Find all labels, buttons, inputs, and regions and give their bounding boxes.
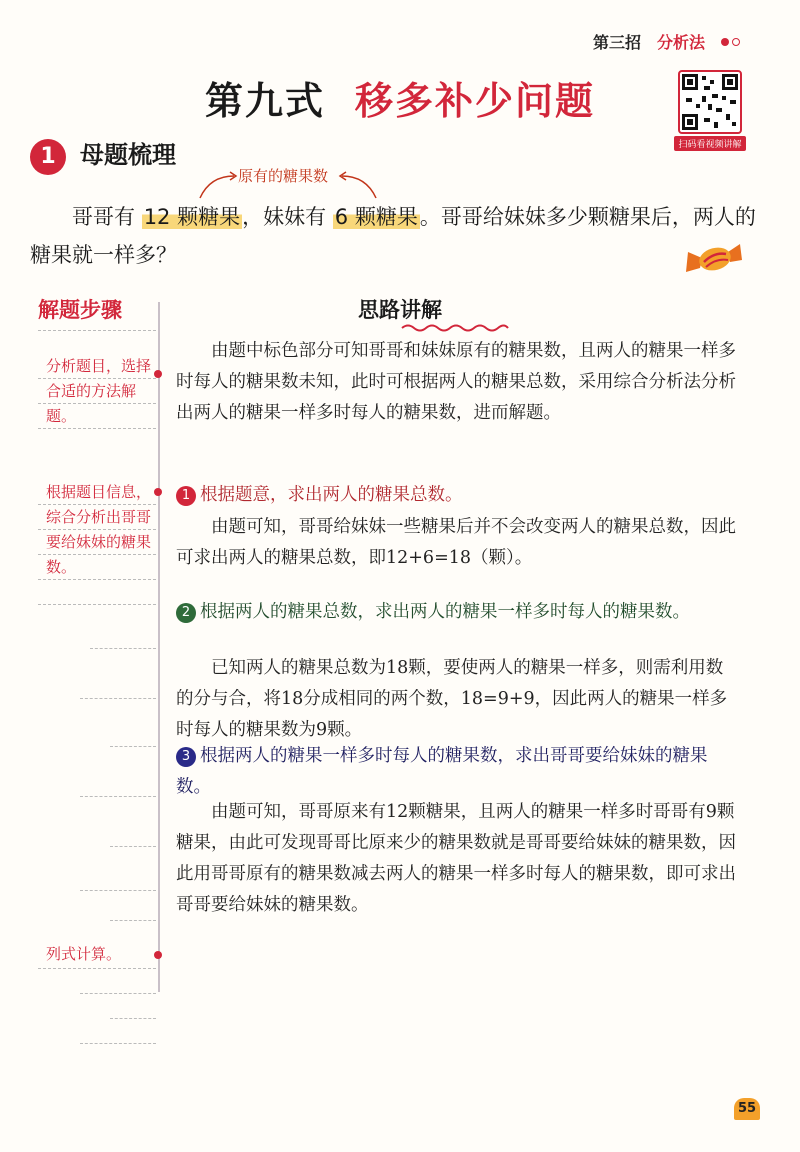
section-number-badge: 1 xyxy=(30,139,66,175)
divider xyxy=(80,993,156,994)
problem-statement xyxy=(30,198,770,274)
candy-icon xyxy=(684,238,744,280)
sidebar-title: 解题步骤 xyxy=(38,298,122,322)
divider xyxy=(38,968,156,969)
title-part1: 第九式 xyxy=(204,79,325,123)
sidebar-step-3: 列式计算。 xyxy=(46,945,122,963)
divider xyxy=(38,529,156,530)
divider xyxy=(38,378,156,379)
section-title: 母题梳理 xyxy=(80,141,176,169)
sidebar-divider xyxy=(158,302,160,992)
qr-code-icon[interactable] xyxy=(678,70,742,134)
highlight-brother-candy: 12 颗糖果 xyxy=(143,205,241,229)
sidebar-step-1: 分析题目，选择合适的方法解题。 xyxy=(46,357,152,425)
divider xyxy=(110,1018,156,1019)
wavy-underline-icon xyxy=(400,323,510,333)
divider xyxy=(38,330,156,331)
divider xyxy=(80,1043,156,1044)
chapter-header xyxy=(593,30,740,53)
divider xyxy=(80,890,156,891)
step-2-body: 已知两人的糖果总数为18颗，要使两人的糖果一样多，则需利用数的分与合，将18分成相同的两个数，18=9+9，因此两人的糖果一样多时每人的糖果数为9颗。 xyxy=(176,658,728,740)
problem-seg3: 。哥哥给妹妹多少颗糖果后，两人的糖果就一样多？ xyxy=(30,205,756,267)
divider xyxy=(38,579,156,580)
chapter-label: 第三招 xyxy=(592,33,641,52)
step-3-body: 由题可知，哥哥原来有12颗糖果，且两人的糖果一样多时哥哥有9颗糖果，由此可发现哥哥比原来少的糖果数就是哥哥要给妹妹的糖果数，因此用哥哥原有的糖果数减去两人的糖果一样多时每人的糖果数，即可求出哥哥要给妹妹的糖果数。 xyxy=(176,802,736,915)
step-marker xyxy=(154,951,162,959)
method-label: 分析法 xyxy=(656,33,705,52)
step-marker xyxy=(154,488,162,496)
divider xyxy=(80,796,156,797)
intro-paragraph: 由题中标色部分可知哥哥和妹妹原有的糖果数，且两人的糖果一样多时每人的糖果数未知，此时可根据两人的糖果总数，采用综合分析法分析出两人的糖果一样多时每人的糖果数，进而解题。 xyxy=(176,341,736,423)
step-2-badge: 2 xyxy=(176,603,196,623)
qr-caption: 扫码看视频讲解 xyxy=(674,136,746,151)
divider xyxy=(80,698,156,699)
step-1-body: 由题可知，哥哥给妹妹一些糖果后并不会改变两人的糖果总数，因此可求出两人的糖果总数，即12+6=18（颗）。 xyxy=(176,517,736,568)
divider xyxy=(38,428,156,429)
step-1-heading xyxy=(176,480,738,511)
divider xyxy=(110,746,156,747)
divider xyxy=(38,604,156,605)
divider xyxy=(90,648,156,649)
step-2-heading xyxy=(176,597,738,628)
annotation-label: 原有的糖果数 xyxy=(238,167,329,185)
title-part2: 移多补少问题 xyxy=(355,79,596,123)
step-1-heading-text: 根据题意，求出两人的糖果总数。 xyxy=(200,485,463,505)
sidebar-step-2: 根据题目信息，综合分析出哥哥要给妹妹的糖果数。 xyxy=(46,483,152,576)
divider xyxy=(38,403,156,404)
problem-seg2: ，妹妹有 xyxy=(242,205,333,229)
step-1-badge: 1 xyxy=(176,486,196,506)
divider xyxy=(110,920,156,921)
step-3-heading-text: 根据两人的糖果一样多时每人的糖果数，求出哥哥要给妹妹的糖果数。 xyxy=(176,746,708,797)
divider xyxy=(38,554,156,555)
divider xyxy=(110,846,156,847)
step-marker xyxy=(154,370,162,378)
problem-seg1: 哥哥有 xyxy=(72,205,142,229)
highlight-sister-candy: 6 颗糖果 xyxy=(334,205,418,229)
divider xyxy=(38,504,156,505)
main-title: 思路讲解 xyxy=(358,298,442,322)
step-2-heading-text: 根据两人的糖果总数，求出两人的糖果一样多时每人的糖果数。 xyxy=(200,602,690,622)
page-number: 55 xyxy=(734,1098,760,1120)
step-3-badge: 3 xyxy=(176,747,196,767)
dots-decoration xyxy=(721,38,740,46)
step-3-heading xyxy=(176,741,738,803)
